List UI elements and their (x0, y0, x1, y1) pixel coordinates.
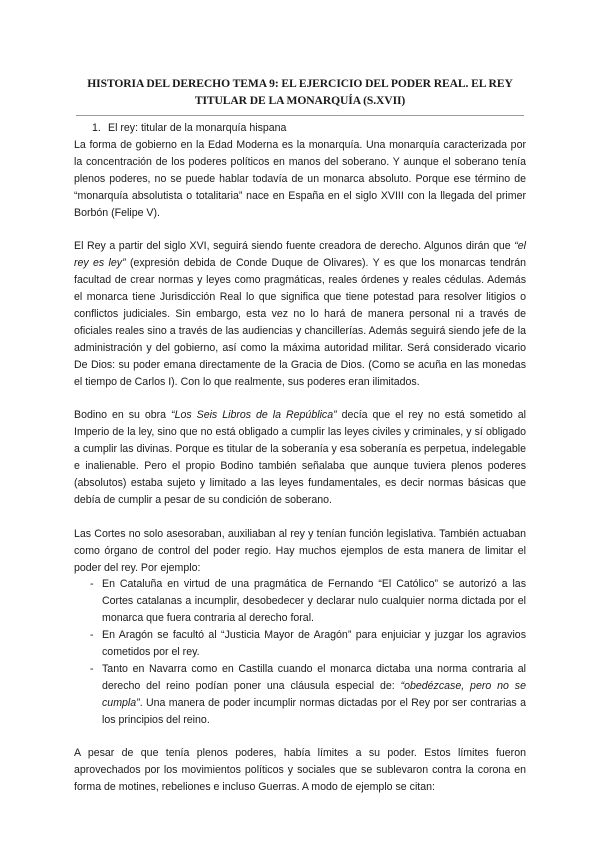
title-divider (76, 115, 524, 116)
document-title: HISTORIA DEL DERECHO TEMA 9: EL EJERCICIO DEL PODER REAL. EL REY TITULAR DE LA MONARQUÍA (S.XVII) (87, 77, 513, 107)
list-item (74, 661, 526, 729)
document-body (74, 120, 526, 796)
paragraph-monarquia: La forma de gobierno en la Edad Moderna es la monarquía. Una monarquía caracterizada por la concentración de los poderes políticos en manos del soberano. Y aunque el soberano tenía plenos poderes, no se puede hablar todavía de un monarca absoluto. Porque ese término de “monarquía absolutista o totalitaria” nace en España en el siglo XVIII con la llegada del primer Borbón (Felipe V). (74, 138, 526, 219)
section-heading (74, 120, 526, 137)
examples-list (74, 576, 526, 728)
paragraph-bodino-rest: decía que el rey no está sometido al Imperio de la ley, sino que no está obligado a cumplir las leyes civiles y criminales, y sí obligado a cumplir las divinas. Porque es titular de la soberanía y esa soberanía es perpetua, indelegable e inalienable. Pero el propio Bodino también señalaba que aunque tuviera plenos poderes (absolutos) estaba sujeto y limitado a las leyes fundamentales, es decir normas básicas que debía de cumplir a pesar de su condición de soberano. (74, 409, 526, 506)
work-title-republica: “Los Seis Libros de la República” (171, 409, 337, 422)
section-number: 1. (92, 122, 101, 134)
quote-el-rey-es-ley: “el rey es ley” (74, 240, 526, 270)
bullet-dash: - (90, 629, 94, 642)
list-item (74, 627, 526, 661)
paragraph-rey-ley (74, 238, 526, 390)
list-item (74, 576, 526, 627)
bullet-dash: - (90, 662, 94, 675)
section-heading-text: El rey: titular de la monarquía hispana (108, 122, 287, 134)
bullet-dash: - (90, 578, 94, 591)
list-item-text: Tanto en Navarra como en Castilla cuando el monarca dictaba una norma contraria al derecho del reino podían poner una cláusula especial de: (102, 662, 526, 692)
quote-obedezcase: “obedézcase, pero no se cumpla” (102, 679, 526, 709)
paragraph-rey-ley-start: El Rey a partir del siglo XVI, seguirá siendo fuente creadora de derecho. Algunos dirán que (74, 240, 515, 253)
paragraph-limites: A pesar de que tenía plenos poderes, había límites a su poder. Estos límites fueron aprovechados por los movimientos políticos y sociales que se sublevaron contra la corona en forma de motines, rebeliones e incluso Guerras. A modo de ejemplo se citan: (74, 747, 526, 794)
paragraph-cortes: Las Cortes no solo asesoraban, auxiliaban al rey y tenían función legislativa. También actuaban como órgano de control del poder regio. Hay muchos ejemplos de esta manera de limitar el poder del rey. Por ejemplo: (74, 527, 526, 574)
list-item-text-rest: . Una manera de poder incumplir normas dictadas por el Rey por ser contrarias a los principios del reino. (102, 696, 526, 726)
paragraph-bodino-start: Bodino en su obra (74, 409, 172, 422)
list-item-text: En Cataluña en virtud de una pragmática de Fernando “El Católico” se autorizó a las Cortes catalanas a incumplir, desobedecer y declarar nulo cualquier norma dictada por el monarca que fuera contraria al derecho foral. (102, 578, 526, 625)
paragraph-bodino (74, 407, 526, 508)
list-item-text: En Aragón se facultó al “Justicia Mayor de Aragón” para enjuiciar y juzgar los agravios cometidos por el rey. (102, 629, 526, 659)
paragraph-rey-ley-rest: (expresión debida de Conde Duque de Olivares). Y es que los monarcas tendrán facultad de crear normas y leyes como pragmáticas, reales órdenes y reales cédulas. Además el monarca tiene Jurisdicción Real lo que significa que tiene potestad para resolver litigios o conflictos judiciales. Sin embargo, esta vez no lo hará de manera personal ni a través de oficiales reales sino a través de las audiencias y chancillerías. Además seguirá siendo jefe de la administración y del gobierno, así como la máxima autoridad militar. Será considerado vicario De Dios: su poder emana directamente de la Gracia de Dios. (Como se acuña en las monedas el tiempo de Carlos I). Con lo que realmente, sus poderes eran ilimitados. (74, 257, 526, 388)
